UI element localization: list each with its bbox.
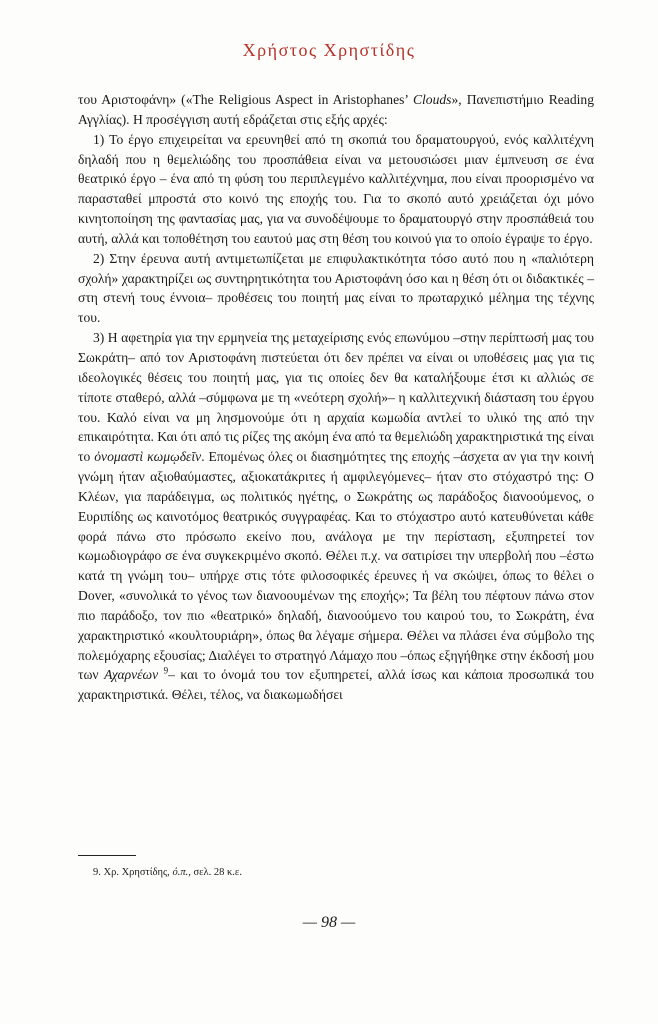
body-text <box>78 90 594 705</box>
italic-title: Clouds <box>412 92 452 107</box>
paragraph-continuation <box>78 90 594 130</box>
text-run: του Αριστοφάνη» («The Religious Aspect in Aristophanes’ <box>78 92 413 107</box>
paragraph-principle-2: 2) Στην έρευνα αυτή αντιμετωπίζεται με επιφυλακτικότητα τόσο αυτό που η «παλιότερη σχολή» χαρακτηρίζει ως συντηρητικότητα του Αριστοφάνη όσο και η θέση ότι οι διδακτικές –στη στενή τους έννοια– προθέσεις του ποιητή μας είναι το πρωταρχικό μέλημα της τέχνης του. <box>78 250 594 326</box>
text-run: 3) Η αφετηρία για την ερμηνεία της μεταχείρισης ενός επωνύμου –στην περίπτωσή μας του Σωκράτη– από τον Αριστοφάνη πιστεύεται ότι δεν πρέπει να είναι οι υποθέσεις μας για τις ιδεολογικές θέσεις του ποιητή μας, για τις οποίες δεν θα καταλήξουμε έτσι κι αλλιώς σε τίποτε σταθερό, αλλά –σύμφωνα με τη «νεότερη σχολή»– η καλλιτεχνική διάσταση του έργου του. Καλό είναι να μη λησμονούμε ότι η αρχαία κωμωδία αντλεί το υλικό της από την επικαιρότητα. Και ότι από τις ρίζες της ακόμη ένα από τα θεμελιώδη χαρακτηριστικά της είναι το <box>78 330 595 465</box>
text-run: 9. Χρ. Χρηστίδης, <box>93 867 173 878</box>
italic-greek-phrase: ὀνομαστὶ κωμῳδεῖν <box>94 449 202 465</box>
text-run: , σελ. 28 κ.ε. <box>188 867 242 878</box>
text-run: . Επομένως όλες οι διασημότητες της εποχής –άσχετα αν για την κοινή γνώμη ήταν αξιοθαύμαστες, αξιοκατάκριτες ή αμφιλεγόμενες– ήταν στο στόχαστρό της: Ο Κλέων, για παράδειγμα, ως πολιτικός ηγέτης, ο Σωκράτης ως παράδοξος διανοούμενος, ο Ευριπίδης ως καινοτόμος θεατρικός συγγραφέας. Και το στόχαστρο αυτό κατευθύνεται κάθε φορά πάνω στο πρόσωπο εκείνο που, ανάλογα με την περίσταση, εξυπηρετεί τον κωμωδιογράφο σε ένα συγκεκριμένο σκοπό. Θέλει π.χ. να σατιρίσει την υπερβολή που –έστω κατά τη γνώμη του– υπήρχε στις τότε φιλοσοφικές έρευνες ή να σκώψει, όπως το θέλει ο Dover, «συνολικά το γένος των διανοουμένων της εποχής»; Τα βέλη του πέφτουν πάνω στον πιο παράδοξο, τον πιο «θεατρικό» δηλαδή, διανοούμενο του καιρού του, το Σωκράτη, ένα χαρακτηριστικό «κουλτουριάρη», όπως θα λέγαμε σήμερα. Θέλει να πλάσει ένα σύμβολο της πολεμόχαρης εξουσίας; Διαλέγει το στρατηγό Λάμαχο που –όπως εξηγήθηκε στην έκδοσή μου των <box>78 449 594 683</box>
running-head: Χρήστος Χρηστίδης <box>242 40 416 60</box>
italic-abbreviation: ό.π. <box>172 867 189 878</box>
page-number: — 98 — <box>302 914 356 931</box>
italic-title: Αχαρνέων <box>104 667 159 683</box>
footnote-divider <box>78 855 136 856</box>
text-run: – και το όνομά του τον εξυπηρετεί, αλλά ίσως και κάποια προσωπικά του χαρακτηριστικά. Θέλει, τέλος, να διακωμωδήσει <box>78 667 594 703</box>
paragraph-principle-3 <box>78 328 594 705</box>
text-run: », Πανεπιστήμιο Reading Αγγλίας). Η προσέγγιση αυτή εδράζεται στις εξής αρχές: <box>78 92 594 127</box>
footnote <box>93 866 242 880</box>
paragraph-principle-1: 1) Το έργο επιχειρείται να ερευνηθεί από τη σκοπιά του δραματουργού, ενός καλλιτέχνη δηλαδή που η θεμελιώδης του προσπάθεια είναι να μετουσιώσει μιαν έμπνευση σε ένα θεατρικό έργο – ένα από τη φύση του περιπλεγμένο καλλιτέχνημα, που είναι προορισμένο να παρασταθεί μπροστά στο κοινό της εποχής του. Για το σκοπό αυτό χρειάζεται όχι μόνο κινητοποίηση της φαντασίας μας, για να συνοδέψουμε το δραματουργό στην προσπάθειά του αυτή, αλλά και τοποθέτηση του εαυτού μας στη θέση του κοινού για το οποίο έγραψε το έργο. <box>78 131 594 246</box>
footnote-marker[interactable]: 9 <box>163 665 169 676</box>
